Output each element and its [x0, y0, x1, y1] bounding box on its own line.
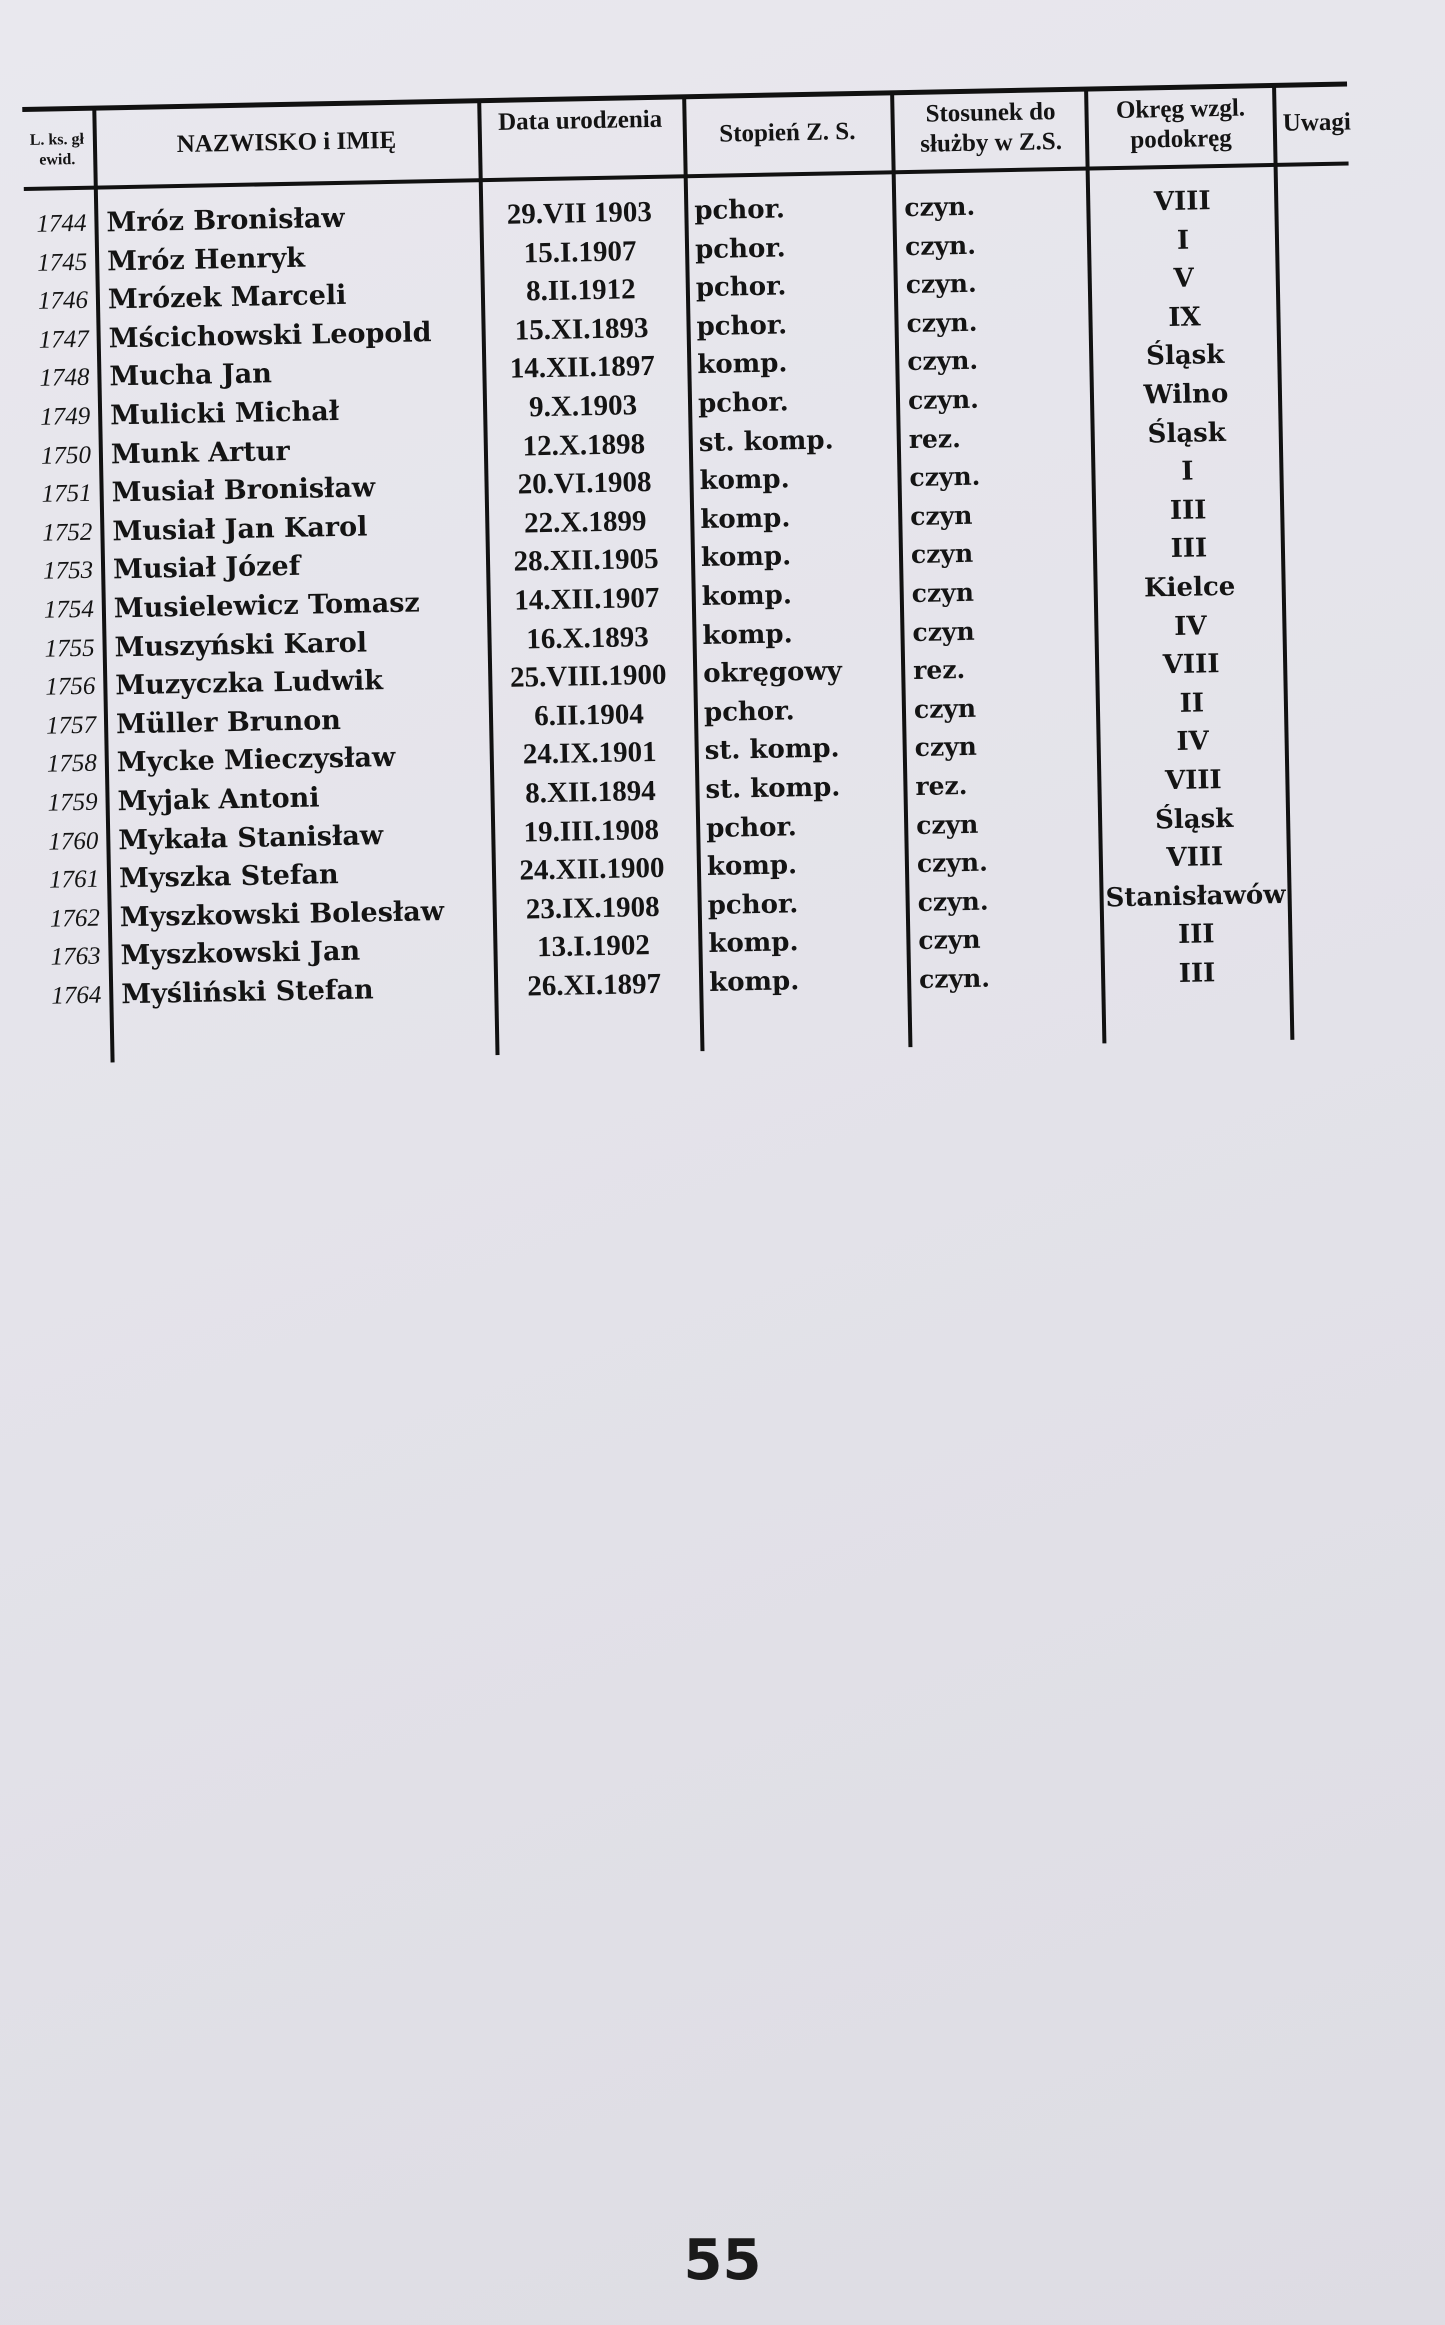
row-service-status: rez. — [915, 770, 968, 801]
row-remarks — [1290, 411, 1351, 451]
row-rank: st. komp. — [705, 772, 841, 806]
row-birth-date: 24.IX.1901 — [522, 736, 657, 771]
row-district: Śląsk — [1145, 340, 1225, 372]
row-district: IV — [1173, 610, 1207, 642]
row-birth-date: 13.I.1902 — [536, 929, 651, 964]
row-service-status: czyn — [909, 500, 973, 531]
header-remarks: Uwagi — [1282, 108, 1352, 137]
row-remarks — [1295, 643, 1356, 683]
row-name: Müller Brunon — [115, 704, 342, 741]
row-birth-date: 19.III.1908 — [523, 813, 660, 849]
row-district: I — [1176, 225, 1190, 256]
row-service-status: czyn — [918, 925, 981, 956]
header-name: NAZWISKO i IMIĘ — [176, 126, 397, 159]
row-name: Mróz Henryk — [106, 242, 306, 277]
row-name: Myszkowski Jan — [120, 936, 361, 972]
row-district: Śląsk — [1147, 417, 1227, 450]
row-district: III — [1178, 958, 1216, 989]
row-name: Mścichowski Leopold — [108, 316, 432, 355]
row-name: Munk Artur — [110, 435, 290, 470]
row-rank: pchor. — [696, 310, 788, 342]
row-name: Mycke Mieczysław — [116, 742, 396, 779]
row-remarks — [1287, 257, 1348, 297]
row-number: 1747 — [38, 325, 89, 354]
row-number: 1757 — [45, 711, 97, 740]
row-birth-date: 12.X.1898 — [522, 427, 646, 463]
register-table — [22, 70, 1366, 1095]
row-rank: komp. — [700, 541, 792, 574]
row-rank: komp. — [697, 348, 788, 381]
row-number: 1760 — [48, 827, 99, 856]
row-number: 1748 — [39, 364, 90, 393]
header-district: Okręg wzgl. podokręg — [1115, 94, 1246, 154]
row-name: Mykała Stanisław — [118, 819, 384, 856]
row-service-status: czyn. — [916, 847, 989, 879]
row-district: III — [1169, 495, 1207, 526]
row-birth-date: 6.II.1904 — [533, 697, 645, 733]
row-rank: pchor. — [703, 696, 795, 728]
row-district: VIII — [1164, 765, 1222, 797]
row-name: Myjak Antoni — [117, 782, 320, 818]
row-number: 1750 — [40, 441, 92, 470]
row-number: 1761 — [48, 865, 100, 894]
header-birth-date: Data urodzenia — [497, 105, 663, 136]
row-remarks — [1286, 180, 1347, 220]
row-remarks — [1297, 758, 1358, 798]
row-name: Myśliński Stefan — [120, 974, 374, 1011]
row-number: 1744 — [36, 209, 87, 238]
row-service-status: czyn. — [907, 346, 979, 377]
row-birth-date: 14.XII.1907 — [513, 581, 660, 617]
row-remarks — [1288, 295, 1349, 335]
row-remarks — [1291, 450, 1352, 490]
row-rank: pchor. — [694, 232, 786, 265]
row-number: 1756 — [45, 672, 96, 701]
row-rank: komp. — [701, 580, 793, 613]
row-rank: komp. — [699, 503, 791, 535]
row-district: VIII — [1153, 186, 1211, 218]
row-remarks — [1293, 566, 1354, 606]
row-rank: pchor. — [705, 811, 798, 844]
row-service-status: rez. — [908, 423, 962, 454]
row-number: 1764 — [51, 981, 102, 1010]
row-service-status: czyn. — [904, 191, 976, 223]
row-number: 1762 — [49, 904, 101, 933]
row-number: 1754 — [43, 595, 95, 624]
row-birth-date: 8.II.1912 — [525, 273, 636, 308]
row-number: 1755 — [44, 634, 95, 663]
row-district: VIII — [1166, 842, 1224, 874]
row-name: Mucha Jan — [109, 358, 273, 393]
row-birth-date: 29.VII 1903 — [506, 195, 653, 231]
row-number: 1758 — [46, 750, 98, 779]
row-district: I — [1181, 456, 1194, 487]
row-rank: pchor. — [694, 194, 786, 227]
row-service-status: czyn. — [904, 230, 977, 261]
header-number: L. ks. gł ewid. — [29, 130, 85, 169]
row-district: Wilno — [1143, 378, 1229, 411]
row-remarks — [1301, 951, 1362, 991]
row-remarks — [1287, 218, 1348, 258]
row-service-status: czyn. — [905, 268, 977, 300]
row-number: 1752 — [42, 518, 93, 547]
row-service-status: czyn. — [909, 461, 981, 493]
row-remarks — [1300, 913, 1361, 953]
row-birth-date: 16.X.1893 — [525, 620, 650, 656]
row-service-status: czyn — [913, 693, 977, 724]
row-district: III — [1177, 919, 1215, 951]
row-birth-date: 14.XII.1897 — [509, 350, 656, 386]
row-remarks — [1292, 488, 1353, 528]
row-name: Musielewicz Tomasz — [113, 587, 420, 625]
row-district: Stanisławów — [1105, 879, 1286, 914]
row-remarks — [1296, 681, 1357, 721]
row-birth-date: 23.IX.1908 — [525, 890, 660, 926]
row-name: Musiał Jan Karol — [112, 511, 368, 548]
row-name: Myszka Stefan — [118, 859, 339, 895]
row-number: 1749 — [39, 402, 91, 431]
row-name: Mróz Bronisław — [106, 202, 345, 239]
row-birth-date: 15.I.1907 — [523, 234, 637, 269]
row-name: Muzyczka Ludwik — [115, 665, 384, 702]
row-birth-date: 9.X.1903 — [528, 389, 638, 424]
row-remarks — [1294, 604, 1355, 644]
row-district: III — [1170, 533, 1208, 565]
row-district: IX — [1168, 302, 1201, 333]
row-birth-date: 8.XII.1894 — [524, 774, 657, 810]
row-rank: komp. — [699, 464, 790, 497]
row-birth-date: 28.XII.1905 — [513, 543, 659, 579]
row-service-status: rez. — [912, 655, 966, 686]
row-service-status: czyn — [912, 616, 975, 647]
row-rank: komp. — [702, 618, 793, 651]
row-name: Mulicki Michał — [109, 395, 340, 432]
row-rank: okręgowy — [702, 656, 843, 690]
row-service-status: czyn — [911, 577, 975, 609]
row-number: 1751 — [41, 479, 92, 508]
row-rank: st. komp. — [704, 733, 840, 767]
row-name: Muszyński Karol — [114, 627, 368, 663]
row-remarks — [1298, 797, 1359, 837]
header-service-status: Stosunek do służby w Z.S. — [919, 98, 1063, 158]
row-name: Mrózek Marceli — [107, 279, 347, 316]
row-service-status: czyn — [915, 809, 979, 840]
row-birth-date: 20.VI.1908 — [517, 466, 652, 501]
row-remarks — [1289, 334, 1350, 374]
row-district: Śląsk — [1154, 803, 1234, 835]
row-birth-date: 25.VIII.1900 — [509, 658, 667, 694]
row-name: Musiał Józef — [112, 551, 301, 586]
header-rank: Stopień Z. S. — [719, 118, 856, 148]
row-name: Myszkowski Bolesław — [119, 895, 445, 934]
row-number: 1763 — [50, 943, 101, 971]
row-birth-date: 26.XI.1897 — [527, 967, 662, 1003]
row-rank: pchor. — [695, 271, 787, 304]
row-service-status: czyn. — [917, 886, 989, 917]
row-birth-date: 15.XI.1893 — [514, 311, 649, 347]
row-remarks — [1298, 836, 1359, 876]
row-remarks — [1296, 720, 1357, 760]
row-birth-date: 22.X.1899 — [523, 504, 647, 540]
row-birth-date: 24.XII.1900 — [519, 851, 665, 887]
row-name: Musiał Bronisław — [111, 472, 376, 509]
row-service-status: czyn. — [918, 963, 991, 994]
row-number: 1753 — [42, 557, 94, 586]
row-rank: st. komp. — [698, 425, 834, 458]
row-number: 1759 — [47, 788, 98, 817]
row-number: 1745 — [36, 248, 88, 277]
row-rank: komp. — [706, 850, 798, 883]
row-district: V — [1173, 263, 1195, 295]
row-rank: komp. — [708, 927, 799, 960]
row-district: IV — [1176, 726, 1210, 758]
row-number: 1746 — [37, 286, 89, 315]
row-district: VIII — [1162, 649, 1220, 681]
row-district: II — [1179, 688, 1205, 719]
row-service-status: czyn — [910, 539, 974, 570]
row-rank: komp. — [708, 966, 800, 998]
row-service-status: czyn. — [906, 307, 978, 338]
row-rank: pchor. — [707, 889, 799, 921]
row-rank: pchor. — [697, 387, 789, 420]
row-remarks — [1293, 527, 1354, 567]
page-number: 55 — [683, 2228, 762, 2293]
row-remarks — [1290, 373, 1351, 413]
row-service-status: czyn — [914, 732, 978, 763]
row-remarks — [1299, 874, 1360, 914]
row-district: Kielce — [1143, 571, 1236, 604]
row-service-status: czyn. — [907, 384, 980, 416]
